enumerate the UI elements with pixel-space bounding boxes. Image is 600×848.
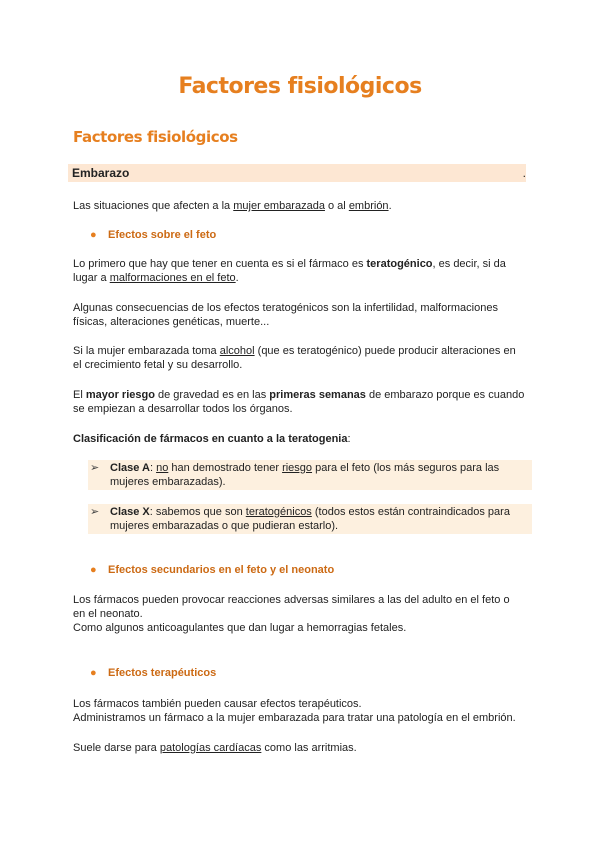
list-item-clase-a: ➢ Clase A: no han demostrado tener riesgo para el feto (los más seguros para las mujeres embarazadas).: [88, 460, 532, 490]
embrion-link: embrión: [348, 200, 389, 212]
paragraph-riesgo: El mayor riesgo de gravedad es en las primeras semanas de embarazo porque es cuando se empiezan a desarrollar todos los órganos.: [73, 389, 525, 415]
section-banner-label: Embarazo: [72, 166, 130, 180]
subheading-efectos-terapeuticos: ● Efectos terapéuticos: [90, 667, 217, 679]
paragraph-consecuencias: Algunas consecuencias de los efectos teratogénicos son la infertilidad, malformaciones físicas, alteraciones genéticas, muerte...: [73, 302, 498, 328]
paragraph-terapeuticos: Los fármacos también pueden causar efectos terapéuticos. Administramos un fármaco a la mujer embarazada para tratar una patología en el embrión.: [73, 698, 516, 724]
subheading-efectos-secundarios: ● Efectos secundarios en el feto y el neonato: [90, 564, 335, 576]
clasificacion-heading: Clasificación de fármacos en cuanto a la teratogenia:: [73, 433, 351, 445]
subheading-efectos-feto: ● Efectos sobre el feto: [90, 229, 217, 241]
bullet-icon: ●: [90, 564, 97, 576]
mujer-embarazada-link: mujer embarazada: [233, 200, 325, 212]
list-item-clase-x: ➢ Clase X: sabemos que son teratogénicos (todos estos están contraindicados para mujeres embarazadas o que pudieran estarlo).: [88, 504, 532, 534]
paragraph-cardiacas: Suele darse para patologías cardíacas como las arritmias.: [73, 742, 357, 754]
malformaciones-link: malformaciones en el feto: [109, 272, 236, 284]
paragraph-reacciones: Los fármacos pueden provocar reacciones adversas similares a las del adulto en el feto o en el neonato. Como algunos anticoagulantes que dan lugar a hemorragias fetales.: [73, 594, 510, 634]
arrow-icon: ➢: [90, 462, 100, 474]
patologias-cardiacas-link: patologías cardíacas: [159, 742, 262, 754]
intro-paragraph: Las situaciones que afecten a la mujer embarazada o al embrión.: [73, 200, 392, 212]
paragraph-alcohol: Si la mujer embarazada toma alcohol (que es teratogénico) puede producir alteraciones en el crecimiento fetal y su desarrollo.: [73, 345, 516, 371]
page-title: Factores fisiológicos: [178, 74, 422, 99]
paragraph-teratogenico: Lo primero que hay que tener en cuenta es si el fármaco es teratogénico, es decir, si da lugar a malformaciones en el feto.: [73, 258, 506, 284]
section-heading: Factores fisiológicos: [73, 128, 238, 146]
arrow-icon: ➢: [90, 506, 100, 518]
bullet-icon: ●: [90, 667, 97, 679]
alcohol-link: alcohol: [219, 345, 255, 357]
bullet-icon: ●: [90, 229, 97, 241]
section-banner-dot: .: [522, 166, 526, 180]
section-banner: [68, 164, 526, 182]
